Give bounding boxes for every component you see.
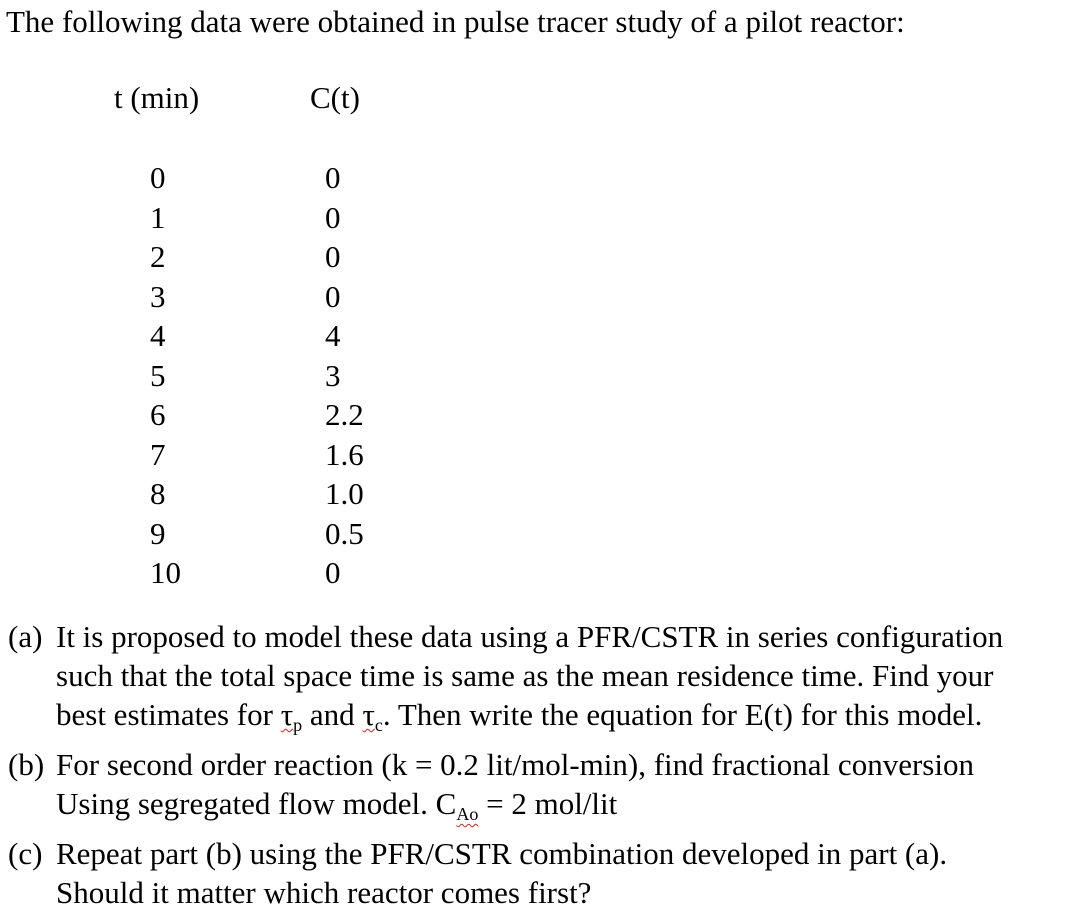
concentration-value: 0: [325, 239, 341, 274]
concentration-value: 3: [325, 357, 341, 393]
part-a-line-3-start: best estimates for: [56, 697, 281, 732]
part-b-line-2: [56, 784, 1092, 834]
part-a-line-1: It is proposed to model these data using a PFR/CSTR in series configuration: [56, 619, 1004, 654]
time-value: 0: [150, 160, 166, 195]
part-a-line-3: [56, 695, 1092, 745]
part-c-body: [56, 834, 1092, 912]
concentration-value: 4: [325, 318, 341, 353]
tau-c-symbol: $\tau_c$: [362, 697, 383, 735]
time-value: 4: [150, 318, 166, 353]
part-b-line-2-start: Using segregated flow model. C: [56, 786, 457, 821]
part-b-line-2-end: = 2 mol/lit: [478, 786, 618, 821]
part-b-line-1: For second order reaction (k = 0.2 lit/mol-min), find fractional conversion: [56, 747, 974, 782]
concentration-value: 0.5: [325, 515, 364, 551]
column-header-time: t (min): [114, 80, 200, 115]
part-b-body: [56, 745, 1092, 834]
part-c-line-1: Repeat part (b) using the PFR/CSTR combination developed in part (a).: [56, 836, 948, 871]
part-c-line-2: Should it matter which reactor comes first?: [56, 875, 592, 910]
column-header-concentration: C(t): [310, 80, 360, 115]
part-a-and: and: [302, 697, 363, 732]
time-value: 3: [150, 278, 166, 314]
part-a-line-3-end: . Then write the equation for E(t) for this model.: [382, 697, 983, 732]
time-value: 10: [150, 555, 181, 590]
concentration-column: [325, 158, 364, 593]
time-value: 6: [150, 397, 166, 432]
time-value: 8: [150, 476, 166, 511]
cao-subscript: Ao: [456, 804, 479, 824]
part-b-label: (b): [8, 747, 45, 782]
part-a-label: (a): [8, 619, 43, 654]
time-value: 2: [150, 239, 166, 274]
tau-p-symbol: $\tau_p$: [280, 697, 303, 735]
part-a-body: [56, 617, 1092, 745]
part-c-label: (c): [8, 836, 43, 871]
concentration-value: 1.0: [325, 476, 364, 511]
problem-intro: The following data were obtained in pulse tracer study of a pilot reactor:: [6, 4, 905, 39]
concentration-value: 0: [325, 199, 341, 235]
concentration-value: 1.6: [325, 436, 364, 472]
part-a-line-2: such that the total space time is same as the mean residence time. Find your: [56, 658, 994, 693]
part-c: [8, 834, 1092, 912]
time-value: 5: [150, 357, 166, 393]
concentration-value: 0: [325, 160, 341, 195]
part-a: [8, 617, 1092, 745]
question-parts: [8, 617, 1092, 912]
time-value: 1: [150, 199, 166, 235]
part-b: [8, 745, 1092, 834]
time-column: [150, 158, 181, 593]
time-value: 7: [150, 436, 166, 472]
concentration-value: 0: [325, 278, 341, 314]
concentration-value: 0: [325, 555, 341, 590]
concentration-value: 2.2: [325, 397, 364, 432]
time-value: 9: [150, 515, 166, 551]
